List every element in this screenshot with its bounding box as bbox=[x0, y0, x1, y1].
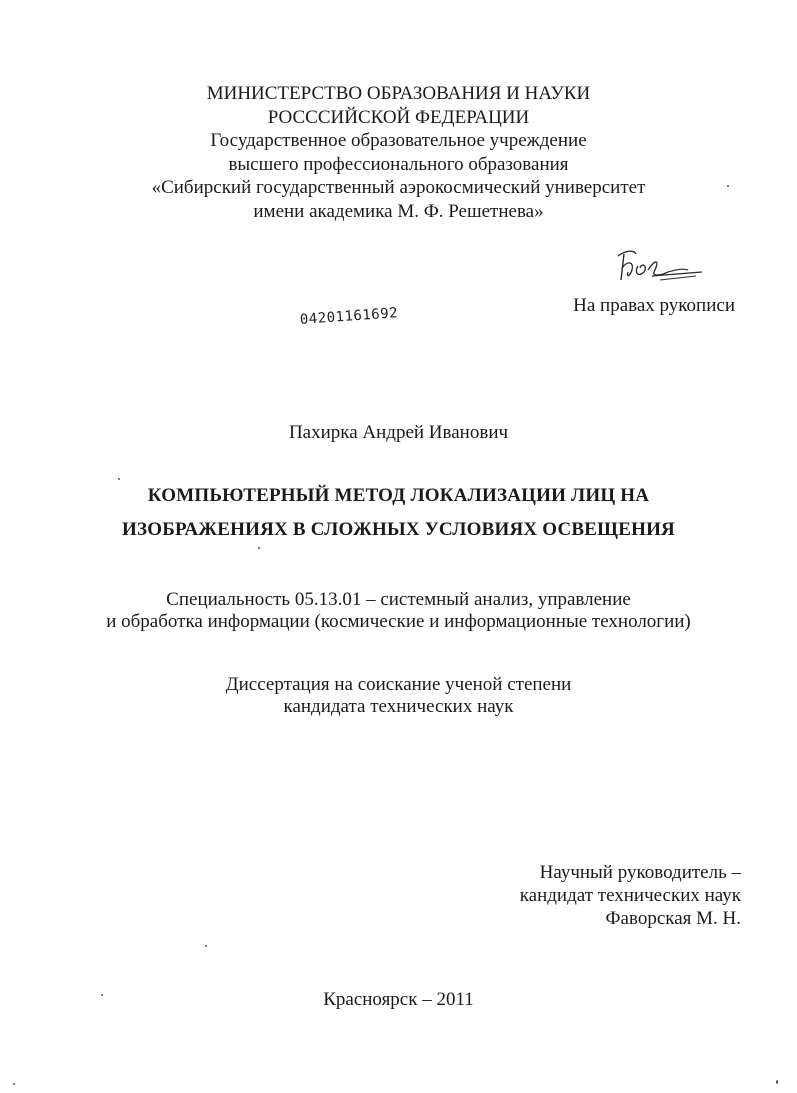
scientific-supervisor bbox=[520, 861, 741, 930]
education-level-line: высшего профессионального образования bbox=[228, 153, 569, 175]
institution-type-line: Государственное образовательное учреждение bbox=[210, 130, 587, 151]
ministry-line-2: РОСССИЙСКОЙ ФЕДЕРАЦИИ bbox=[267, 106, 530, 128]
author-name-text: Пахирка Андрей Иванович bbox=[288, 422, 509, 443]
author-name bbox=[0, 421, 797, 444]
title-line-2: ИЗОБРАЖЕНИЯХ В СЛОЖНЫХ УСЛОВИЯХ ОСВЕЩЕНИЯ bbox=[122, 519, 675, 540]
city-year-text: Красноярск – 2011 bbox=[323, 989, 474, 1010]
dissertation-title bbox=[0, 479, 797, 547]
supervisor-degree: кандидат технических наук bbox=[519, 885, 741, 906]
university-namesake-line: имени академика М. Ф. Решетнева» bbox=[253, 200, 544, 222]
city-year bbox=[0, 988, 797, 1011]
scan-speck bbox=[727, 185, 729, 187]
degree-line-2: кандидата технических наук bbox=[283, 696, 514, 717]
institution-header bbox=[0, 82, 797, 223]
scan-speck bbox=[205, 945, 207, 947]
ministry-line-1: МИНИСТЕРСТВО ОБРАЗОВАНИЯ И НАУКИ bbox=[206, 83, 591, 104]
scan-speck bbox=[101, 994, 103, 996]
specialty-line-1: Специальность 05.13.01 – системный анализ, управление bbox=[166, 589, 631, 610]
specialty bbox=[0, 589, 797, 633]
scan-speck bbox=[118, 478, 120, 480]
supervisor-role: Научный руководитель – bbox=[539, 862, 741, 883]
degree-statement bbox=[0, 674, 797, 718]
degree-line-1: Диссертация на соискание ученой степени bbox=[225, 674, 572, 695]
scan-speck bbox=[13, 1083, 15, 1085]
specialty-line-2: и обработка информации (космические и информационные технологии) bbox=[106, 611, 691, 632]
archive-stamp-number: 04201161692 bbox=[299, 305, 399, 328]
title-line-1: КОМПЬЮТЕРНЫЙ МЕТОД ЛОКАЛИЗАЦИИ ЛИЦ НА bbox=[147, 485, 650, 506]
supervisor-name: Фаворская М. Н. bbox=[605, 908, 741, 929]
scan-speck bbox=[258, 547, 260, 549]
university-name-line: «Сибирский государственный аэрокосмический университет bbox=[151, 177, 646, 198]
scan-speck bbox=[776, 1080, 778, 1084]
manuscript-rights-note: На правах рукописи bbox=[573, 295, 735, 316]
handwritten-signature bbox=[612, 246, 712, 288]
